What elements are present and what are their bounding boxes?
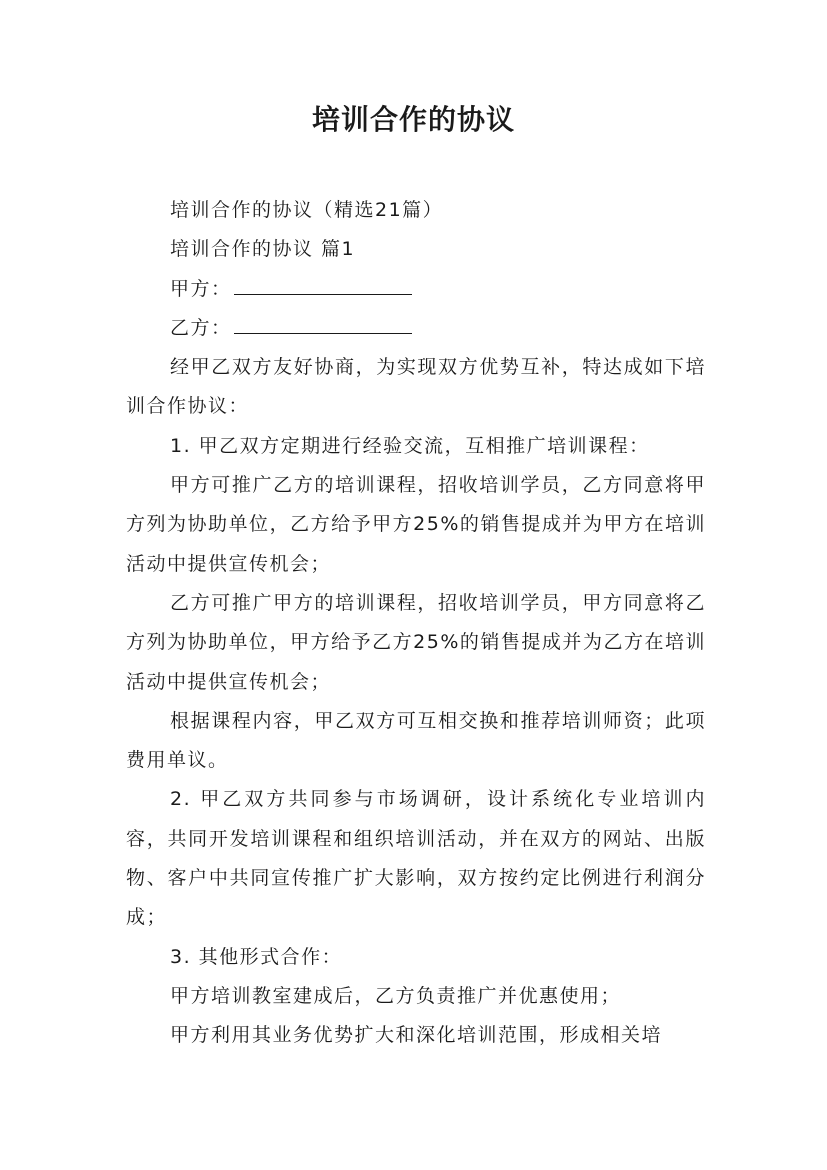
clause-1-paragraph-a: 甲方可推广乙方的培训课程，招收培训学员，乙方同意将甲方列为协助单位，乙方给予甲方25%的销售提成并为甲方在培训活动中提供宣传机会； <box>126 474 706 575</box>
party-b-label: 乙方： <box>170 316 232 339</box>
clause-1-paragraph-b: 乙方可推广甲方的培训课程，招收培训学员，甲方同意将乙方列为协助单位，甲方给予乙方25%的销售提成并为乙方在培训活动中提供宣传机会； <box>126 591 706 693</box>
clause-1-heading: 1. 甲乙双方定期进行经验交流，互相推广培训课程： <box>170 434 650 457</box>
document-title: 培训合作的协议 <box>311 103 515 136</box>
party-a-blank <box>234 278 412 295</box>
document-body <box>126 191 706 1056</box>
clause-1-paragraph-c: 根据课程内容，甲乙双方可互相交换和推荐培训师资；此项费用单议。 <box>126 709 706 772</box>
party-a-line <box>126 270 706 309</box>
party-b-line <box>126 309 706 348</box>
section-heading: 培训合作的协议 篇1 <box>170 238 356 261</box>
subtitle-paragraph: 培训合作的协议（精选21篇） <box>170 199 444 221</box>
clause-2-paragraph: 2. 甲乙双方共同参与市场调研，设计系统化专业培训内容，共同开发培训课程和组织培训活动，并在双方的网站、出版物、客户中共同宣传推广扩大影响，双方按约定比例进行利润分成； <box>126 788 706 929</box>
party-a-label: 甲方： <box>170 277 232 300</box>
party-b-blank <box>234 317 412 334</box>
clause-3-paragraph-b: 甲方利用其业务优势扩大和深化培训范围，形成相关培 <box>170 1024 663 1047</box>
clause-3-paragraph-a: 甲方培训教室建成后，乙方负责推广并优惠使用； <box>170 984 622 1007</box>
clause-3-heading: 3. 其他形式合作： <box>170 945 343 968</box>
intro-paragraph: 经甲乙双方友好协商，为实现双方优势互补，特达成如下培训合作协议： <box>126 356 706 418</box>
